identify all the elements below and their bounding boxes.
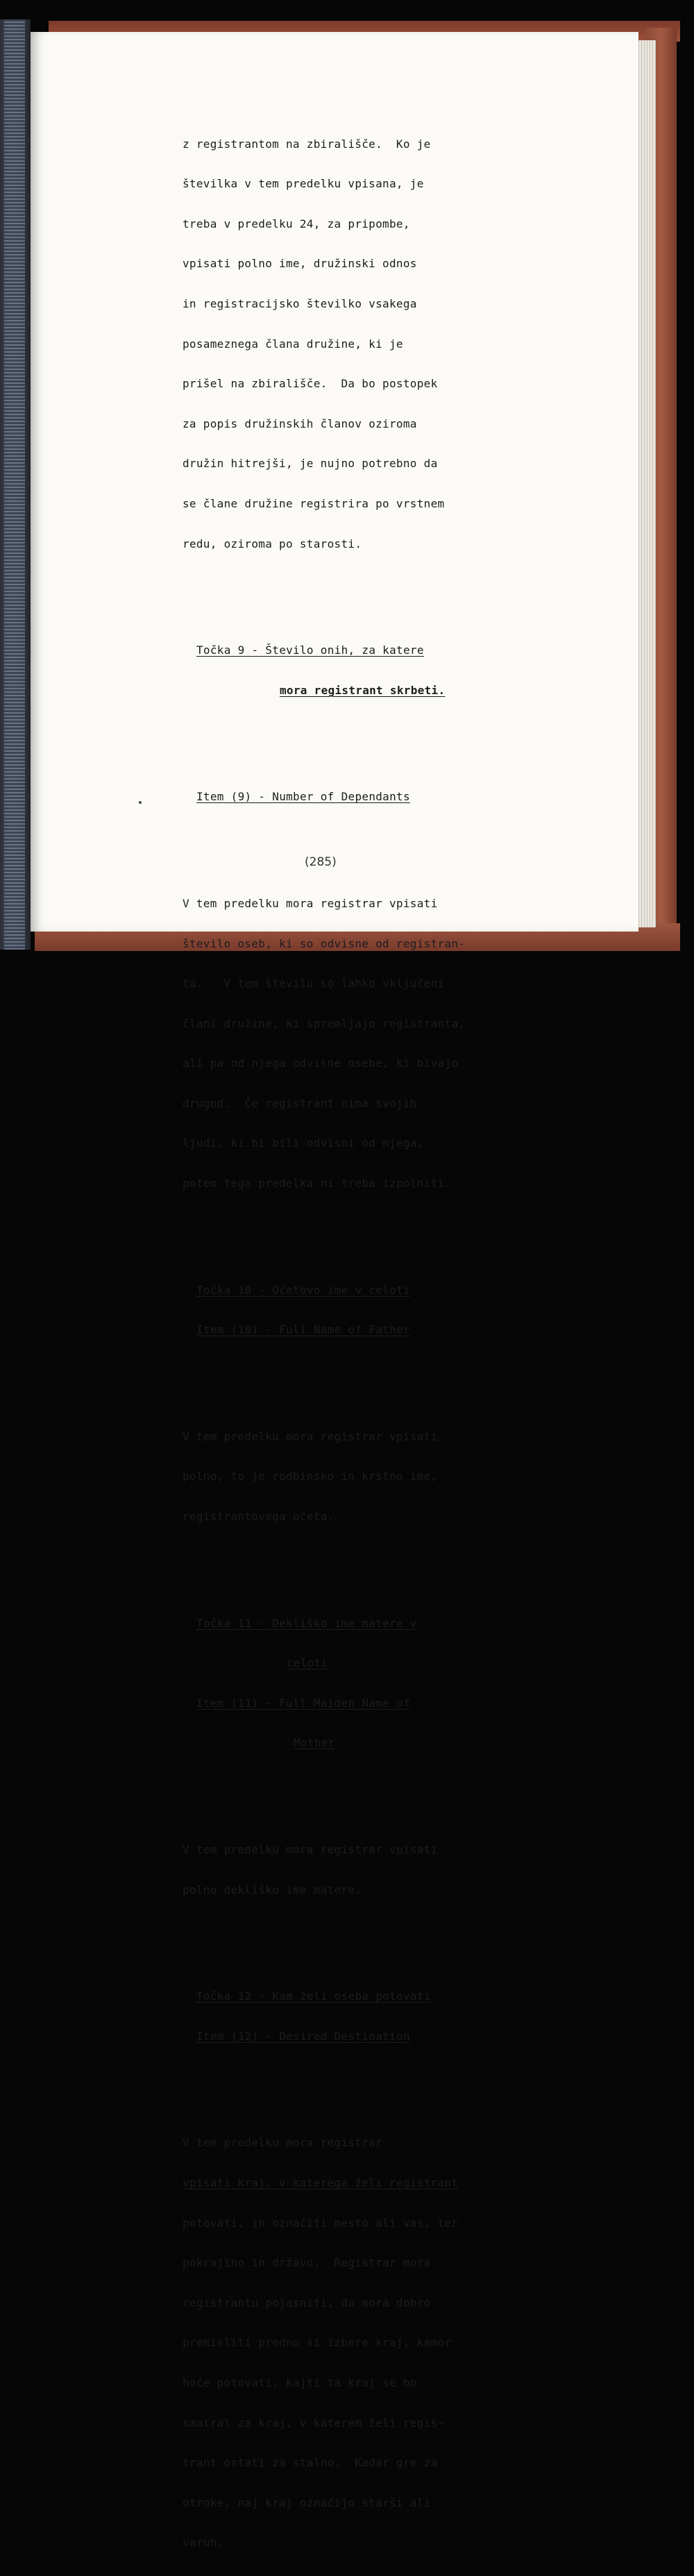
section-heading: Item (12) - Desired Destination <box>196 2029 410 2043</box>
text-line: V tem predelku mora registrar <box>183 2136 383 2150</box>
text-line: otroke, naj kraj označijo starši ali <box>183 2495 431 2509</box>
text-line: varuh. <box>183 2536 224 2550</box>
text-line: V tem predelku mora registrar vpisati <box>183 896 438 910</box>
text-line: družin hitrejši, je nujno potrebno da <box>183 457 438 471</box>
section-heading: Točka 12 - Kam želi oseba potovati <box>196 1989 431 2003</box>
text-line: V tem predelku mora registrar vpisati <box>183 1843 438 1857</box>
section-heading: Točka 9 - Število onih, za katere <box>196 643 424 657</box>
typewritten-text <box>183 97 530 2576</box>
book-page <box>31 32 638 2550</box>
section-heading: Item (9) - Number of Dependants <box>196 790 410 804</box>
text-line: z registrantom na zbirališče. Ko je <box>183 137 431 151</box>
text-line: redu, oziroma po starosti. <box>183 537 362 550</box>
text-line: drugod. Če registrant nima svojih <box>183 1096 417 1110</box>
text-line: hoče potovati, kajti ta kraj se bo <box>183 2375 417 2389</box>
text-line: registrantu pojasniti, da mora dobro <box>183 2296 431 2309</box>
text-line: premisliti predno si izbere kraj, kamor <box>183 2336 452 2350</box>
text-line: število oseb, ki so odvisne od registran- <box>183 936 466 950</box>
book-spine <box>0 19 31 950</box>
text-line: se člane družine registrira po vrstnem <box>183 496 445 510</box>
text-line: posameznega člana družine, ki je <box>183 337 403 351</box>
section-heading: Item (11) - Full Maiden Name of <box>196 1696 410 1710</box>
text-line: polno, to je rodbinsko in krstno ime, <box>183 1470 438 1483</box>
text-line: polno dekliško ime matere. <box>183 1883 362 1896</box>
spine-fabric <box>4 19 25 950</box>
text-line: potovati, in označiti mesto ali vas, ter <box>183 2216 459 2230</box>
page-number: (285) <box>305 855 337 869</box>
text-line: ljudi, ki bi bili odvisni od njega, <box>183 1136 424 1150</box>
text-line: potem tega predelka ni treba izpolniti. <box>183 1177 452 1190</box>
section-heading: mora registrant skrbeti. <box>280 683 446 697</box>
text-line: prišel na zbirališče. Da bo postopek <box>183 377 438 391</box>
text-line: vpisati polno ime, družinski odnos <box>183 257 417 271</box>
text-line: člani družine, ki spremljajo registranta, <box>183 1016 466 1030</box>
text-line: treba v predelku 24, za pripombe, <box>183 217 410 230</box>
text-line: pokrajino in državo. Registrar mora <box>183 2256 431 2270</box>
text-line: registrantovega očeta. <box>183 1510 335 1524</box>
text-line: vpisati kraj, v katerega želi registrant <box>183 2175 459 2189</box>
text-line: za popis družinskih članov oziroma <box>183 416 417 430</box>
section-heading: Mother <box>294 1736 335 1750</box>
section-heading: Točka 10 - Očetovo ime v celoti <box>196 1283 410 1297</box>
text-line: trant ostati za stalno. Kadar gre za <box>183 2456 438 2470</box>
section-heading: Item (10) - Full Name of Father <box>196 1323 410 1337</box>
text-line: smatral za kraj, v katerem želi regis- <box>183 2416 445 2430</box>
margin-mark <box>139 801 142 804</box>
text-line: ta. V tem številu so lahko vključeni <box>183 977 445 991</box>
text-line: številka v tem predelku vpisana, je <box>183 177 424 191</box>
section-heading: celoti <box>287 1656 328 1670</box>
text-line: in registracijsko številko vsakega <box>183 296 417 310</box>
text-line: ali pa od njega odvisne osebe, ki bivajo <box>183 1057 459 1070</box>
text-line: V tem predelku mora registrar vpisati <box>183 1429 438 1443</box>
section-heading: Točka 11 - Dekliško ime matere v <box>196 1616 417 1630</box>
